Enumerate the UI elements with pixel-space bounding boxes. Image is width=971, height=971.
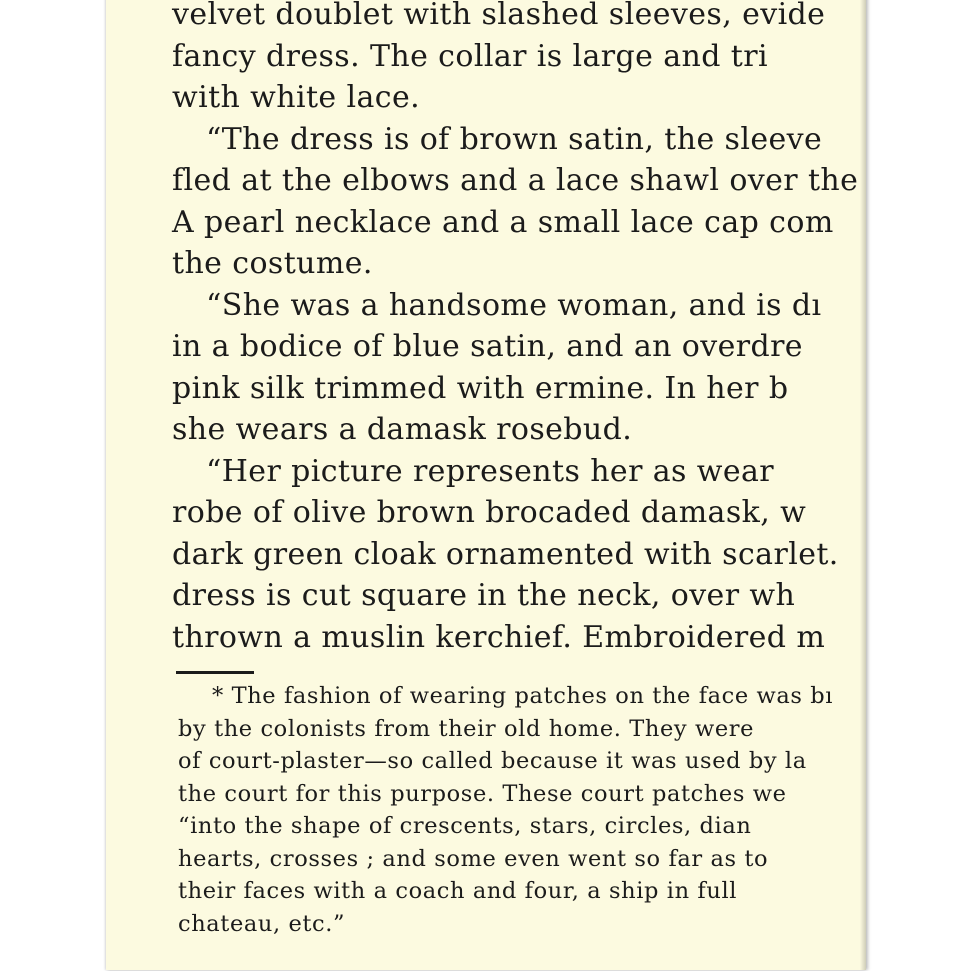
footnote-line: their faces with a coach and four, a ship in full: [178, 878, 738, 904]
text-line: with white lace.: [172, 80, 421, 115]
text-line: fancy dress. The collar is large and tri: [172, 38, 768, 74]
footnote-line: by the colonists from their old home. They were: [178, 715, 755, 742]
book-page: [106, 0, 866, 970]
footnote: [178, 680, 866, 940]
text-line: fled at the elbows and a lace shawl over the: [172, 163, 859, 198]
footnote-line: chateau, etc.”: [178, 910, 346, 937]
text-line: “She was a handsome woman, and is dı: [206, 287, 822, 323]
main-text: [172, 0, 866, 658]
text-line: pink silk trimmed with ermine. In her b: [172, 370, 789, 406]
text-line: robe of olive brown brocaded damask, w: [172, 495, 807, 530]
text-line: A pearl necklace and a small lace cap com: [172, 204, 834, 240]
footnote-line: the court for this purpose. These court patches we: [178, 780, 787, 807]
text-line: dress is cut square in the neck, over wh: [172, 578, 796, 613]
text-line: velvet doublet with slashed sleeves, evide: [172, 0, 826, 32]
footnote-line: of court-plaster—so called because it was used by la: [178, 748, 807, 774]
footnote-line: hearts, crosses ; and some even went so far as to: [178, 845, 769, 872]
text-line: in a bodice of blue satin, and an overdre: [172, 329, 803, 364]
text-line: “Her picture represents her as wear: [206, 453, 775, 489]
text-line: “The dress is of brown satin, the sleeve: [206, 121, 823, 157]
footnote-divider: [176, 671, 254, 674]
footnote-line: * The fashion of wearing patches on the face was bı: [212, 683, 834, 709]
text-line: thrown a muslin kerchief. Embroidered m: [172, 619, 826, 655]
text-line: dark green cloak ornamented with scarlet.: [172, 536, 839, 572]
text-line: she wears a damask rosebud.: [172, 412, 633, 447]
footnote-line: “into the shape of crescents, stars, circles, dian: [178, 813, 752, 839]
text-line: the costume.: [172, 246, 373, 281]
